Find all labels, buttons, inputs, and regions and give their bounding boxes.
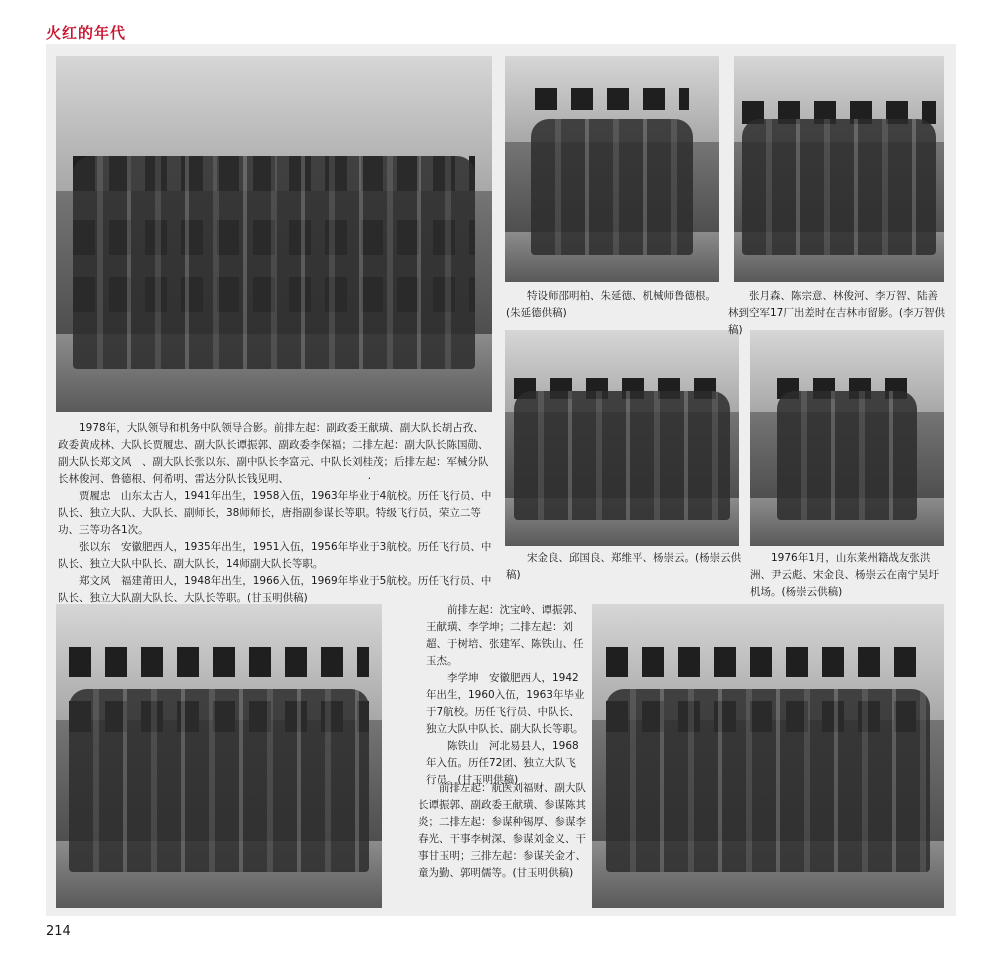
group-photo-bottom-right — [592, 604, 944, 908]
photo-nanning-airport — [750, 330, 944, 546]
caption-paragraph: 前排左起：沈宝岭、谭振郭、王献璜、李学坤；二排左起：刘超、于树培、张建军、陈铁山、任玉杰。 — [426, 604, 584, 667]
caption-paragraph: 陈铁山 河北易县人，1968年入伍。历任72团、独立大队飞行员。(甘玉明供稿) — [426, 740, 579, 786]
photo-three-technicians — [505, 56, 719, 282]
photo-jilin-group — [734, 56, 944, 282]
caption-jilin — [728, 288, 948, 339]
caption-paragraph: 1976年1月，山东莱州籍战友张洪洲、尹云彪、宋金良、杨崇云在南宁吴圩机场。(杨崇云供稿) — [750, 552, 939, 598]
caption-main-group — [58, 420, 494, 607]
caption-paragraph: 郑文风 福建莆田人，1948年出生，1966入伍，1969年毕业于5航校。历任飞行员、中队长、独立大队副大队长、大队长等职。(甘玉明供稿) — [58, 575, 492, 604]
caption-middle-right — [426, 602, 586, 789]
magazine-section-title: 火红的年代 — [46, 24, 127, 42]
caption-four-soldiers — [506, 550, 742, 584]
caption-paragraph: 贾履忠 山东太古人，1941年出生，1958入伍，1963年毕业于4航校。历任飞行员、中队长、独立大队、大队长、副师长，38师师长，唐指副参谋长等职。特级飞行员，荣立二等功、三等功各1次。 — [58, 490, 492, 536]
caption-paragraph: 特设师邵明柏、朱延德、机械师鲁德根。(朱延德供稿) — [506, 290, 716, 319]
caption-paragraph: 张月森、陈宗意、林俊河、李万智、陆善林到空军17厂出差时在吉林市留影。(李万智供稿) — [728, 290, 945, 336]
caption-paragraph: 张以东 安徽肥西人，1935年出生，1951入伍，1956年毕业于3航校。历任飞行员、中队长、独立大队中队长、副大队长，14师副大队长等职。 — [58, 541, 492, 570]
group-photo-bottom-left — [56, 604, 382, 908]
caption-paragraph: 李学坤 安徽肥西人，1942年出生，1960入伍，1963年毕业于7航校。历任飞行员、中队长、独立大队中队长、副大队长等职。 — [426, 672, 585, 735]
caption-paragraph: 前排左起：航医刘福财、副大队长谭振郭、副政委王献璜、参谋陈其炎；二排左起：参谋种锡厚、参谋李春光、干事李树深、参谋刘金义、干事甘玉明；三排左起：参谋关金才、童为勤、郭明儒等。(甘玉明供稿) — [418, 782, 586, 879]
caption-paragraph: 1978年，大队领导和机务中队领导合影。前排左起：副政委王献璜、副大队长胡占孜、政委黄成林、大队长贾履忠、副大队长谭振郭、副政委李保福；二排左起：副大队长陈国勋、副大队长郑文风 、副大队长张以东、副中队长李富元、中队长刘桂茂；后排左起：军械分队长林俊河、鲁德根、何希明、雷达分队长钱见明、 · — [58, 422, 489, 485]
caption-technicians — [506, 288, 720, 322]
group-photo-1978 — [56, 56, 492, 412]
caption-bottom-middle — [418, 780, 586, 882]
photo-four-soldiers — [505, 330, 739, 546]
caption-nanning — [750, 550, 948, 601]
caption-paragraph: 宋金良、邱国良、郑维平、杨崇云。(杨崇云供稿) — [506, 552, 742, 581]
page-number: 214 — [46, 924, 71, 939]
